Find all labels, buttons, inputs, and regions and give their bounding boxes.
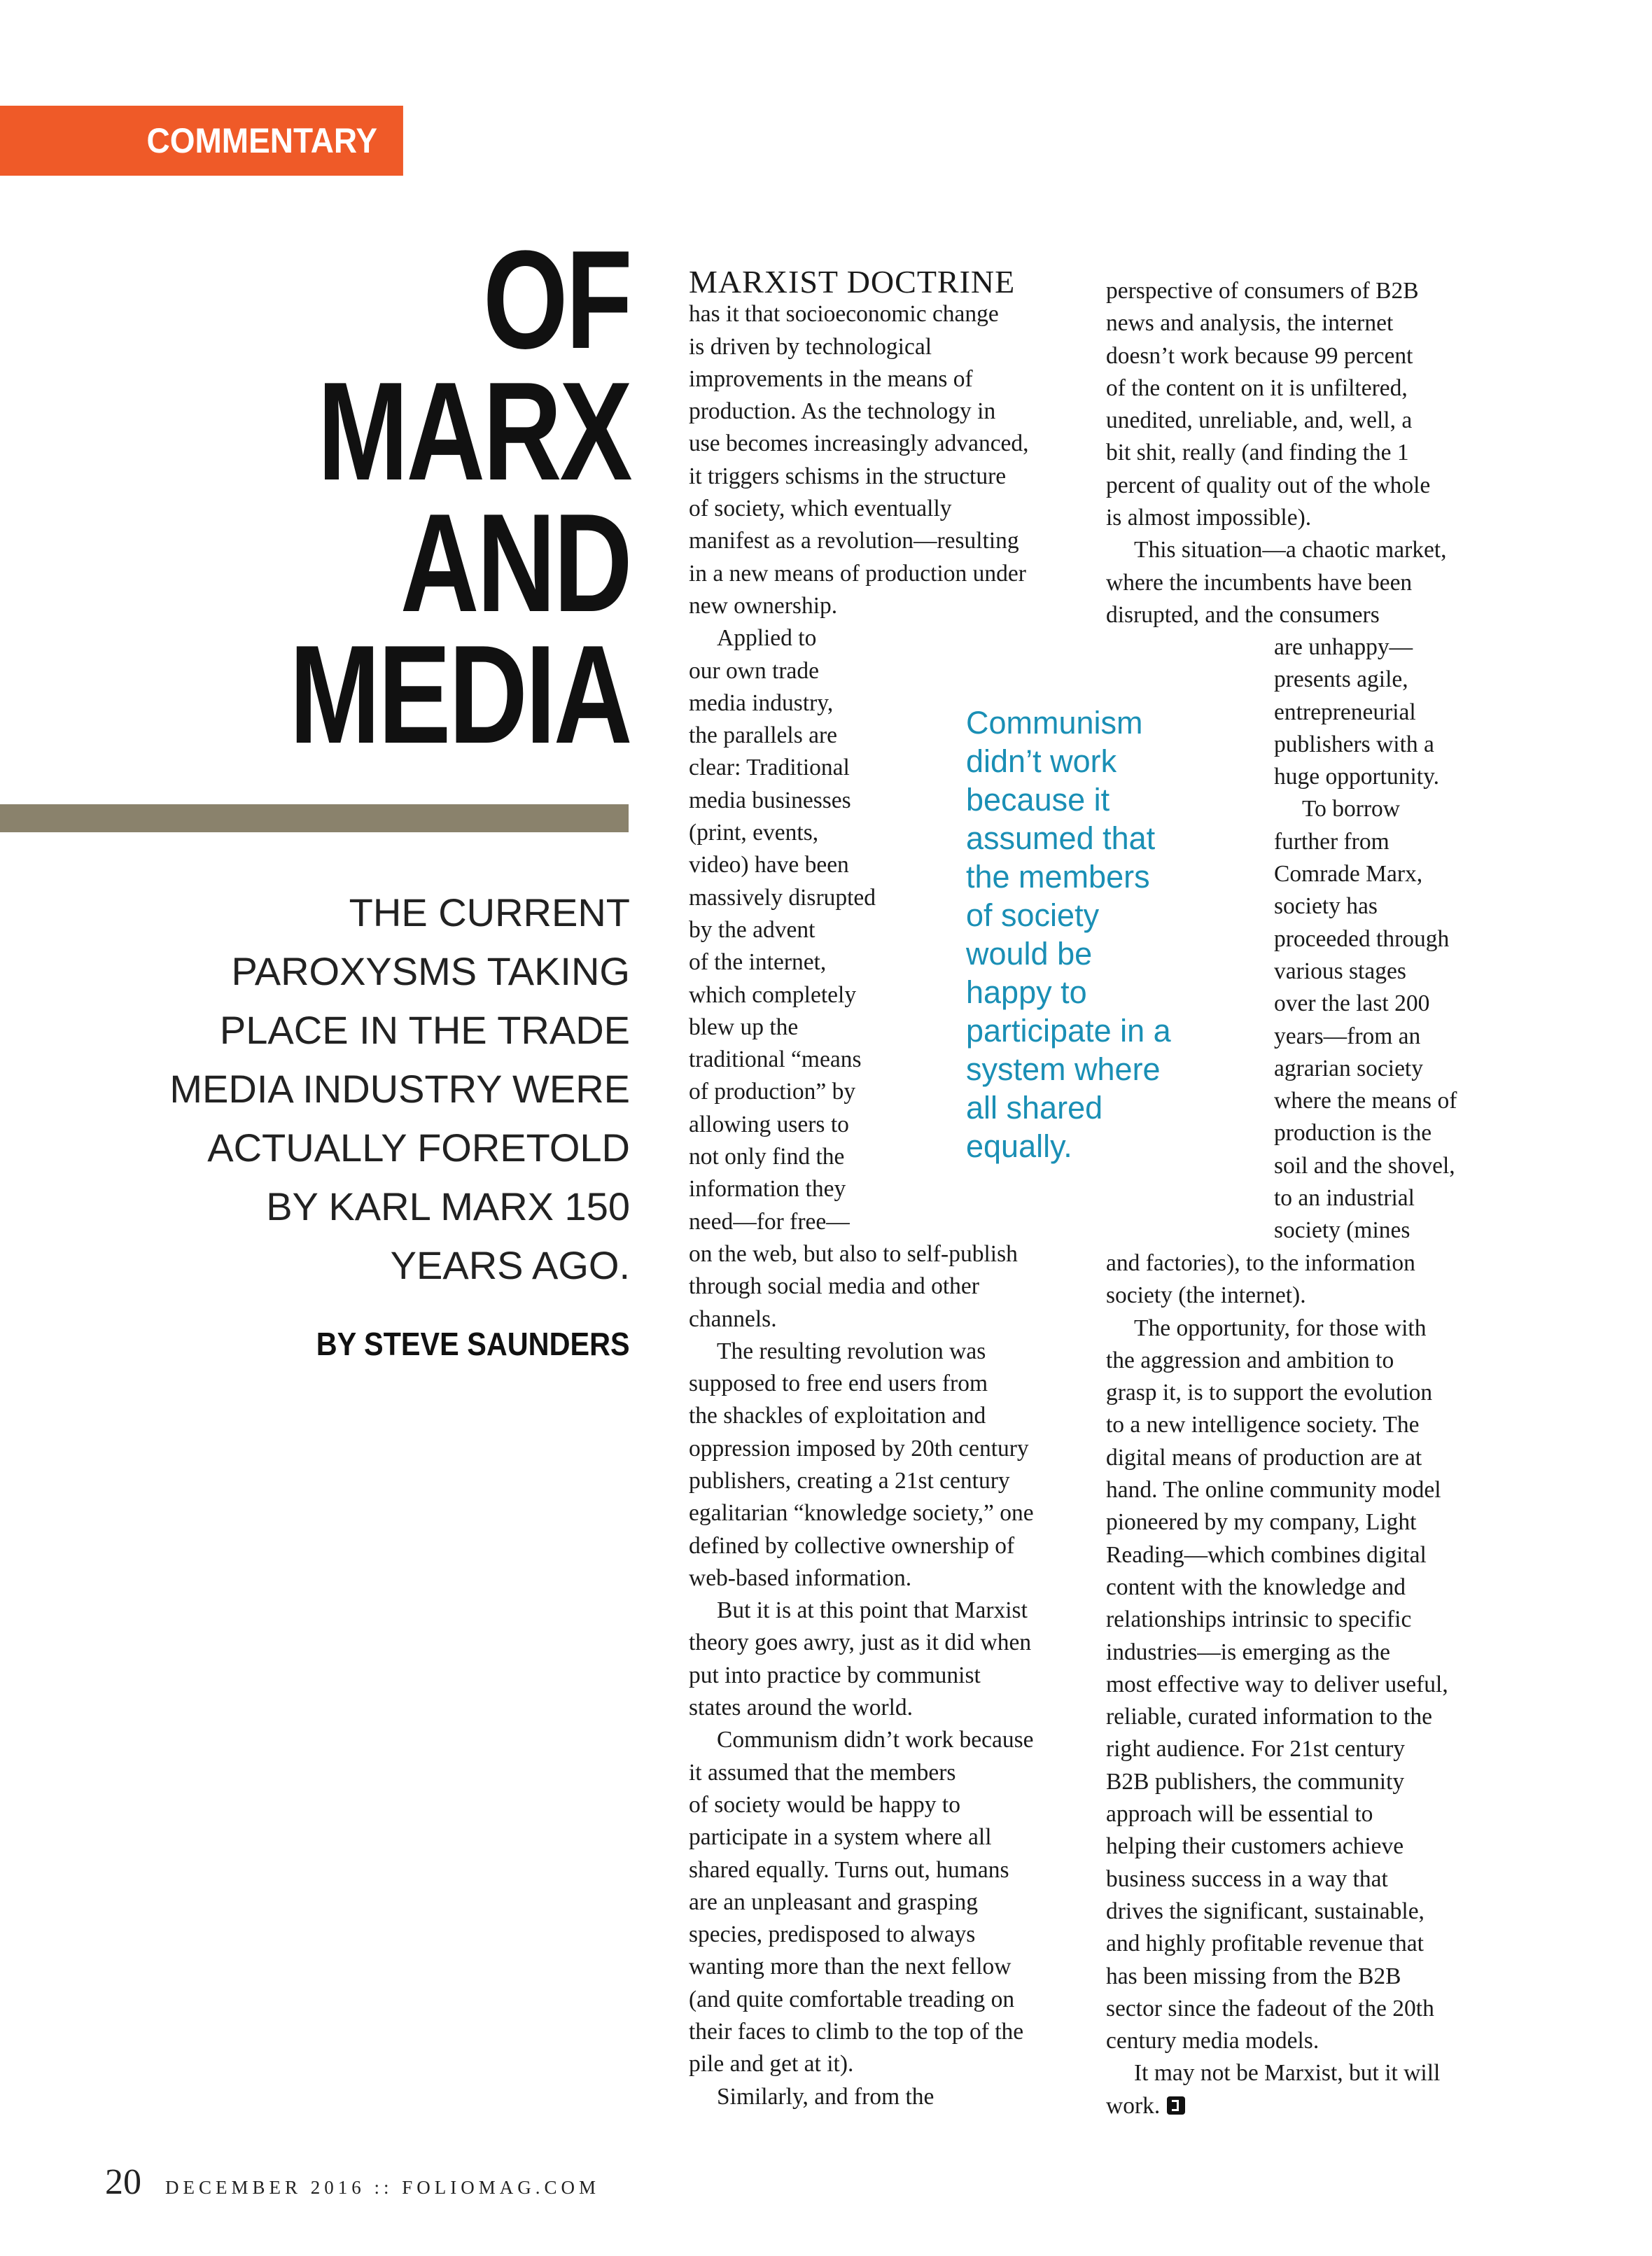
- text-line: where the means of: [1274, 1088, 1457, 1114]
- text-line: our own trade: [689, 657, 820, 684]
- text-line: has been missing from the B2B: [1106, 1963, 1401, 1989]
- text-line: approach will be essential to: [1106, 1801, 1373, 1828]
- text-line: (and quite comfortable treading on: [689, 1986, 1015, 2012]
- text-line: through social media and other: [689, 1273, 979, 1300]
- text-line: content with the knowledge and: [1106, 1574, 1406, 1600]
- text-line: proceeded through: [1274, 925, 1450, 952]
- text-line: of society would be happy to: [689, 1791, 960, 1818]
- deck-line: ACTUALLY FORETOLD: [207, 1126, 630, 1170]
- text-line: helping their customers achieve: [1106, 1833, 1404, 1860]
- text-line: supposed to free end users from: [689, 1371, 988, 1397]
- page-number: 20: [105, 2162, 141, 2202]
- text-line: information they: [689, 1176, 846, 1203]
- text-line: grasp it, is to support the evolution: [1106, 1380, 1433, 1406]
- text-line: and highly profitable revenue that: [1106, 1931, 1424, 1957]
- text-line: web-based information.: [689, 1564, 912, 1591]
- pull-quote: [966, 703, 1232, 1165]
- text-line: The opportunity, for those with: [1134, 1315, 1427, 1341]
- pull-quote-line: system where: [966, 1051, 1161, 1087]
- text-line: it assumed that the members: [689, 1759, 956, 1786]
- text-line: The resulting revolution was: [717, 1338, 986, 1364]
- text-line: are an unpleasant and grasping: [689, 1889, 979, 1915]
- text-line: of the content on it is unfiltered,: [1106, 374, 1408, 401]
- text-line: improvements in the means of: [689, 365, 973, 392]
- text-line: is almost impossible).: [1106, 505, 1312, 531]
- text-line: news and analysis, the internet: [1106, 310, 1394, 337]
- text-line: theory goes awry, just as it did when: [689, 1630, 1032, 1656]
- text-line: industries—is emerging as the: [1106, 1639, 1390, 1665]
- text-line: the aggression and ambition to: [1106, 1347, 1394, 1373]
- deck-line: MEDIA INDUSTRY WERE: [169, 1067, 630, 1111]
- text-line: in a new means of production under: [689, 560, 1026, 587]
- text-line: To borrow: [1302, 796, 1401, 822]
- text-line: [1106, 2090, 1448, 2122]
- text-line: participate in a system where all: [689, 1824, 992, 1851]
- lead-in: MARXIST DOCTRINE: [689, 264, 1016, 300]
- text-line: use becomes increasingly advanced,: [689, 430, 1029, 457]
- text-line: new ownership.: [689, 592, 838, 619]
- pull-quote-line: happy to: [966, 974, 1087, 1010]
- text-line: on the web, but also to self-publish: [689, 1240, 1018, 1267]
- text-line: hand. The online community model: [1106, 1477, 1441, 1504]
- deck-line: PAROXYSMS TAKING: [231, 949, 630, 993]
- pull-quote-line: because it: [966, 782, 1110, 818]
- text-line: century media models.: [1106, 2028, 1320, 2054]
- text-line: channels.: [689, 1305, 777, 1332]
- text-line: Applied to: [717, 625, 817, 652]
- text-line: entrepreneurial: [1274, 699, 1416, 725]
- text-line: the parallels are: [689, 722, 838, 749]
- column-2-narrow: [1274, 631, 1457, 1247]
- text-line: Comrade Marx,: [1274, 861, 1423, 888]
- text-line: perspective of consumers of B2B: [1106, 278, 1419, 304]
- text-line: This situation—a chaotic market,: [1134, 537, 1447, 563]
- headline-line: OF: [482, 222, 630, 378]
- text-line: allowing users to: [689, 1111, 849, 1137]
- text-line: of society, which eventually: [689, 496, 952, 522]
- headline: [193, 222, 630, 773]
- text-line: most effective way to deliver useful,: [1106, 1671, 1448, 1697]
- pull-quote-line: Communism: [966, 705, 1143, 741]
- text-line: reliable, curated information to the: [1106, 1704, 1433, 1730]
- text-line: wanting more than the next fellow: [689, 1954, 1011, 1980]
- text-line: society (the internet).: [1106, 1282, 1306, 1309]
- text-line: pile and get at it).: [689, 2051, 854, 2078]
- text-line: huge opportunity.: [1274, 764, 1440, 790]
- text-line: unedited, unreliable, and, well, a: [1106, 407, 1413, 434]
- text-line: digital means of production are at: [1106, 1444, 1422, 1471]
- text-line: of production” by: [689, 1079, 856, 1105]
- text-line: it triggers schisms in the structure: [689, 463, 1007, 489]
- headline-line: MEDIA: [288, 617, 630, 773]
- text-line: years—from an: [1274, 1023, 1421, 1049]
- pull-quote-line: assumed that: [966, 820, 1156, 856]
- text-line: put into practice by communist: [689, 1662, 981, 1688]
- deck-line: PLACE IN THE TRADE: [219, 1008, 630, 1052]
- text-line: has it that socioeconomic change: [689, 301, 999, 328]
- text-line: their faces to climb to the top of the: [689, 2019, 1024, 2045]
- text-line: relationships intrinsic to specific: [1106, 1606, 1412, 1633]
- text-line: (print, events,: [689, 820, 819, 846]
- text-line: blew up the: [689, 1014, 799, 1040]
- text-line: business success in a way that: [1106, 1865, 1388, 1892]
- text-line: doesn’t work because 99 percent: [1106, 342, 1413, 369]
- page-footer: [105, 2162, 600, 2203]
- text-line: to a new intelligence society. The: [1106, 1412, 1420, 1438]
- text-line: traditional “means: [689, 1046, 862, 1073]
- text-line: need—for free—: [689, 1208, 850, 1235]
- text-line: states around the world.: [689, 1695, 913, 1721]
- text-line: massively disrupted: [689, 884, 876, 911]
- deck-line: BY KARL MARX 150: [266, 1184, 630, 1228]
- text-line: It may not be Marxist, but it will: [1134, 2060, 1441, 2087]
- pull-quote-line: didn’t work: [966, 743, 1117, 779]
- text-line: of the internet,: [689, 949, 827, 976]
- text-line: video) have been: [689, 852, 849, 878]
- text-line: sector since the fadeout of the 20th: [1106, 1995, 1434, 2022]
- closing-word: work.: [1106, 2092, 1161, 2119]
- text-line: not only find the: [689, 1144, 845, 1170]
- text-line: society (mines: [1274, 1217, 1410, 1244]
- text-line: oppression imposed by 20th century: [689, 1435, 1029, 1462]
- text-line: pioneered by my company, Light: [1106, 1509, 1417, 1536]
- text-line: is driven by technological: [689, 333, 932, 360]
- text-line: drives the significant, sustainable,: [1106, 1898, 1424, 1924]
- pull-quote-line: participate in a: [966, 1013, 1171, 1049]
- text-line: society has: [1274, 893, 1378, 920]
- byline: BY STEVE SAUNDERS: [316, 1326, 630, 1362]
- text-line: soil and the shovel,: [1274, 1152, 1455, 1179]
- text-line: percent of quality out of the whole: [1106, 472, 1431, 498]
- text-line: disrupted, and the consumers: [1106, 601, 1380, 628]
- text-line: B2B publishers, the community: [1106, 1768, 1405, 1795]
- pull-quote-line: would be: [966, 936, 1093, 972]
- publication-line: DECEMBER 2016 :: FOLIOMAG.COM: [165, 2177, 601, 2198]
- text-line: media businesses: [689, 787, 851, 813]
- pull-quote-line: the members: [966, 859, 1150, 895]
- deck-line: THE CURRENT: [349, 890, 630, 934]
- column-2-top: [1106, 275, 1447, 631]
- text-line: publishers with a: [1274, 731, 1434, 757]
- pull-quote-line: all shared: [966, 1090, 1103, 1126]
- column-2-bottom: [1106, 1247, 1448, 2122]
- text-line: Communism didn’t work because: [717, 1727, 1034, 1753]
- text-line: clear: Traditional: [689, 755, 850, 781]
- pull-quote-line: of society: [966, 897, 1100, 933]
- end-mark-icon: [1167, 2096, 1185, 2115]
- text-line: which completely: [689, 981, 857, 1008]
- text-line: where the incumbents have been: [1106, 569, 1413, 596]
- text-line: various stages: [1274, 958, 1406, 984]
- deck-subtitle: [0, 883, 630, 1295]
- text-line: right audience. For 21st century: [1106, 1736, 1406, 1763]
- section-tag: COMMENTARY: [0, 106, 403, 176]
- column-1-top: [689, 266, 1034, 2113]
- headline-line: MARX: [317, 353, 630, 510]
- text-line: production. As the technology in: [689, 398, 996, 425]
- text-line: and factories), to the information: [1106, 1250, 1415, 1276]
- text-line: species, predisposed to always: [689, 1921, 976, 1948]
- text-line: further from: [1274, 828, 1390, 855]
- text-line: publishers, creating a 21st century: [689, 1467, 1010, 1494]
- text-line: to an industrial: [1274, 1185, 1415, 1212]
- text-line: presents agile,: [1274, 666, 1408, 693]
- text-line: are unhappy—: [1274, 634, 1413, 660]
- text-line: shared equally. Turns out, humans: [689, 1856, 1009, 1883]
- deck-line: YEARS AGO.: [390, 1243, 630, 1287]
- text-line: the shackles of exploitation and: [689, 1403, 986, 1429]
- text-line: by the advent: [689, 916, 816, 943]
- text-line: defined by collective ownership of: [689, 1532, 1015, 1559]
- text-line: Similarly, and from the: [717, 2083, 934, 2110]
- text-line: Reading—which combines digital: [1106, 1541, 1427, 1568]
- headline-line: AND: [400, 485, 630, 641]
- text-line: over the last 200: [1274, 990, 1430, 1017]
- text-line: bit shit, really (and finding the 1: [1106, 440, 1409, 466]
- pull-quote-line: equally.: [966, 1128, 1072, 1164]
- text-line: egalitarian “knowledge society,” one: [689, 1500, 1034, 1527]
- text-line: But it is at this point that Marxist: [717, 1597, 1028, 1624]
- text-line: manifest as a revolution—resulting: [689, 528, 1019, 554]
- text-line: media industry,: [689, 689, 834, 716]
- text-line: agrarian society: [1274, 1055, 1423, 1081]
- text-line: production is the: [1274, 1120, 1432, 1147]
- divider-bar: [0, 804, 629, 832]
